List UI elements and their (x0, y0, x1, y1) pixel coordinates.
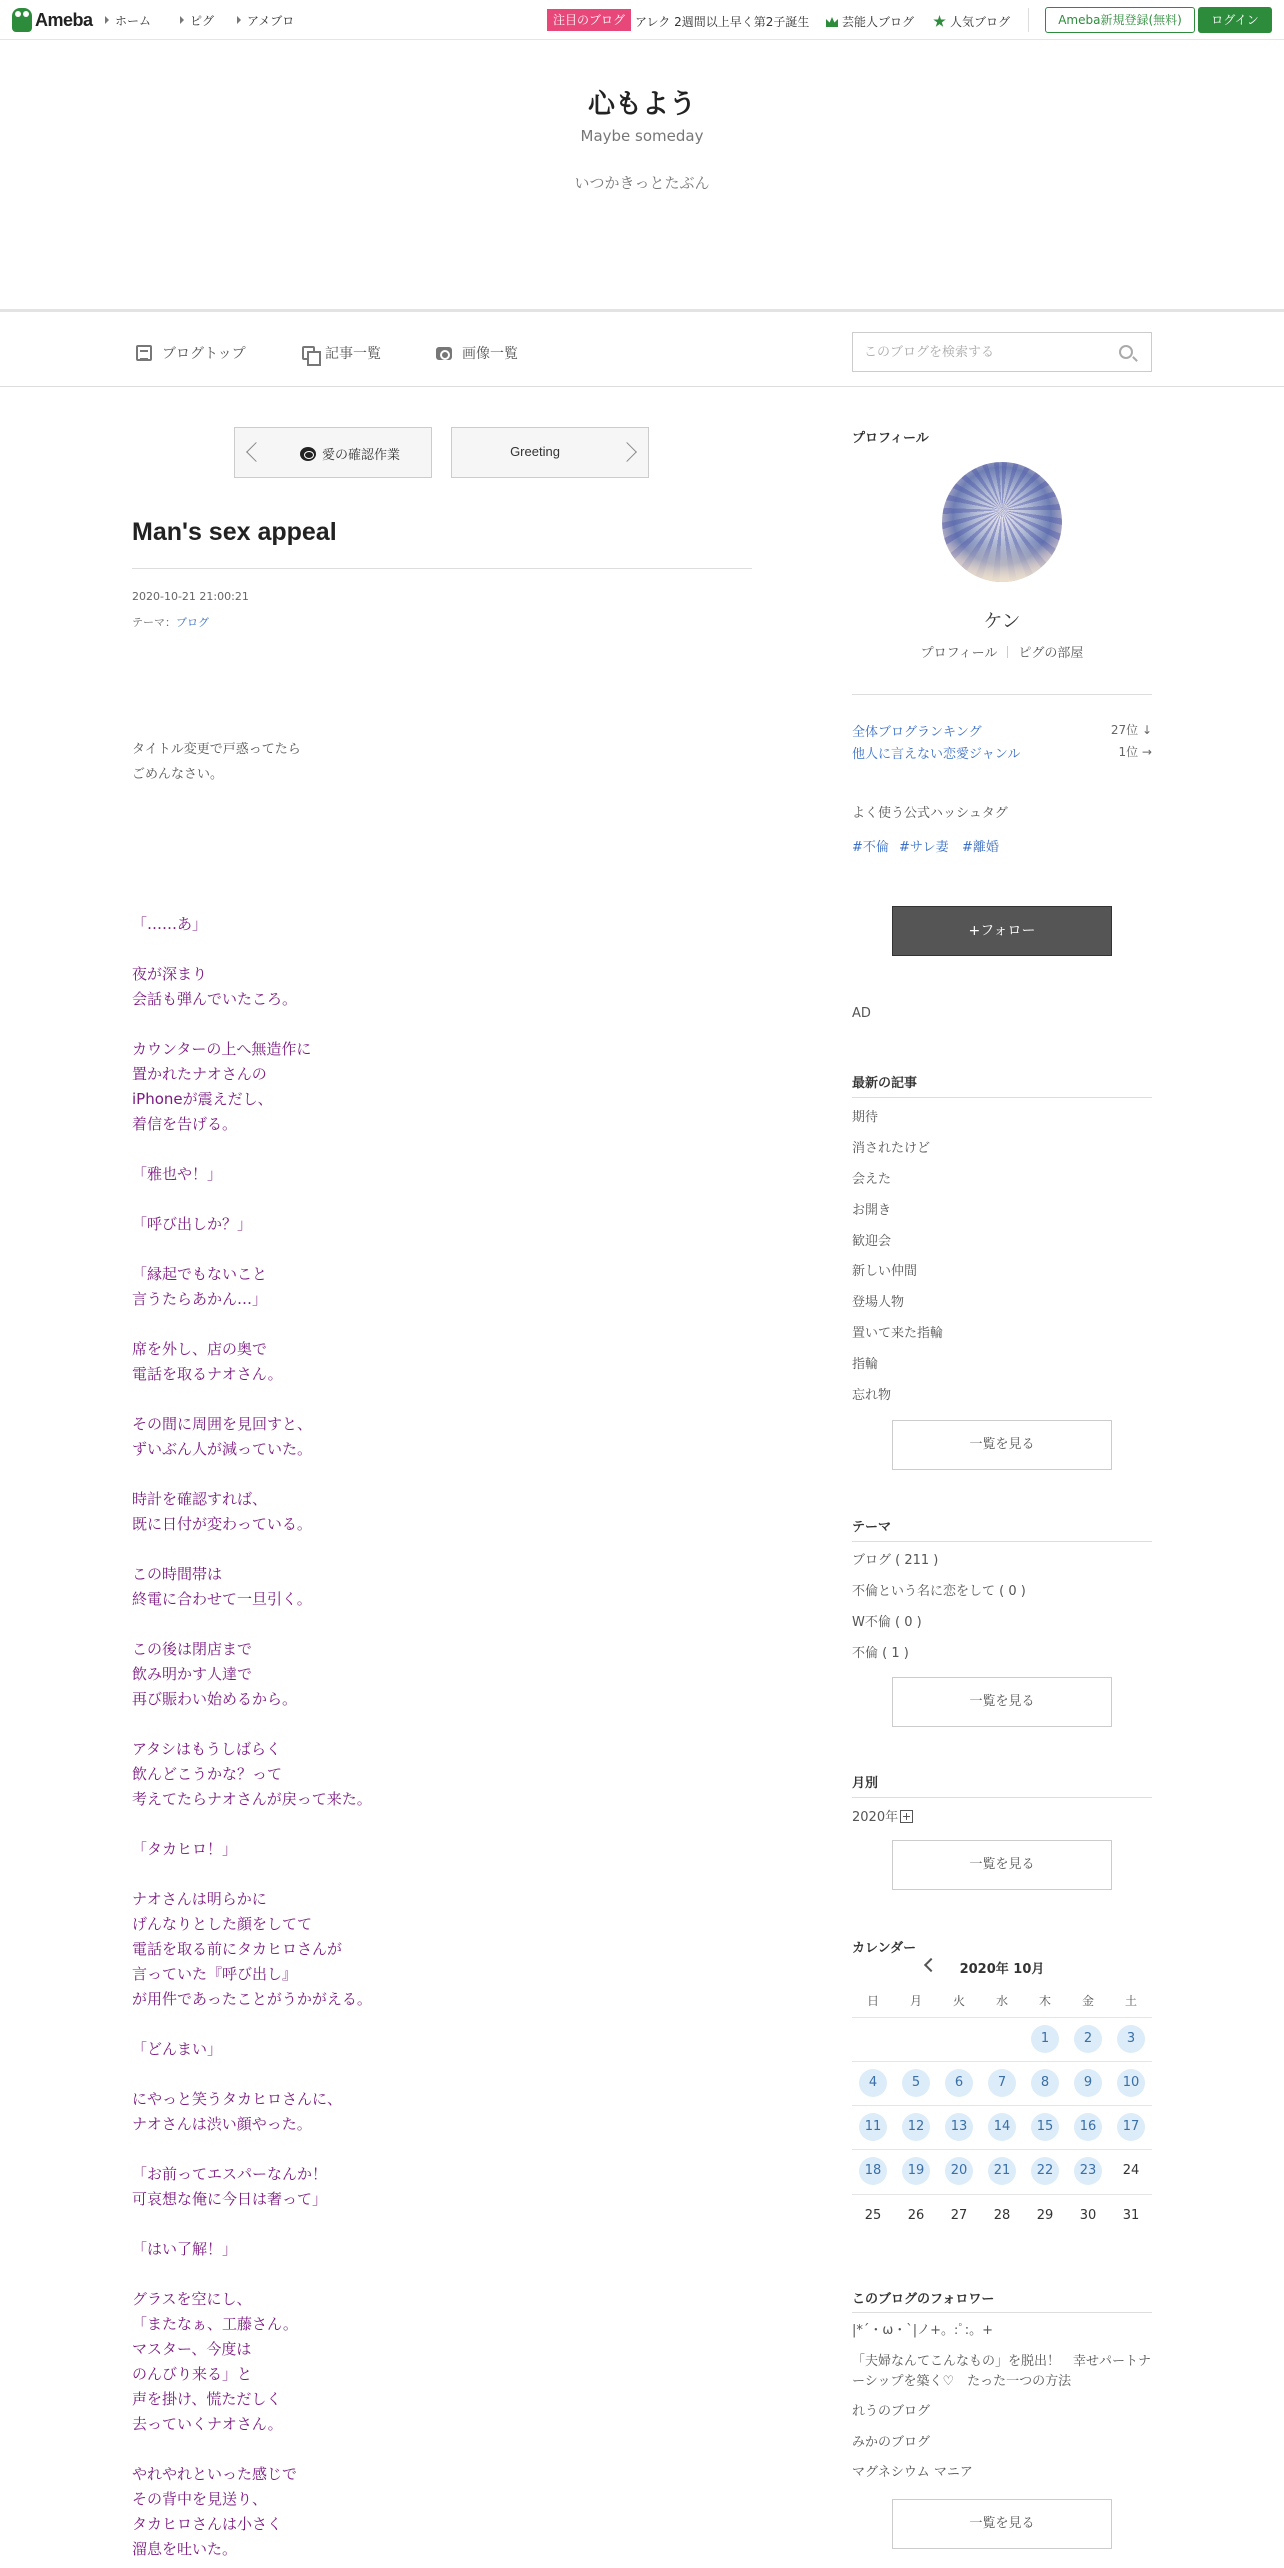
follower-link[interactable]: マグネシウム マニア (852, 2465, 973, 2480)
see-all-months-button[interactable]: 一覧を見る (892, 1840, 1112, 1890)
latest-article-link[interactable]: 歓迎会 (852, 1234, 892, 1249)
calendar-weekday: 水 (995, 1994, 1008, 2008)
divider (852, 1541, 1152, 1542)
latest-article-link[interactable]: 会えた (852, 1172, 892, 1187)
calendar-day[interactable]: 4 (859, 2069, 887, 2097)
calendar-day: 26 (907, 2208, 925, 2223)
entry-theme (132, 614, 209, 630)
calendar-day[interactable]: 2 (1074, 2025, 1102, 2053)
divider (852, 2017, 1152, 2018)
ranking-row (852, 721, 1152, 740)
hashtag-link[interactable]: #不倫 (852, 840, 889, 855)
calendar-weekday: 木 (1038, 1994, 1051, 2008)
nav-home[interactable] (105, 12, 151, 29)
calendar-day: 24 (1122, 2163, 1140, 2178)
entry-paragraph: 「お前ってエスパーなんか！ 可哀想な俺に今日は奢って」 (132, 2165, 328, 2208)
nav-pigg[interactable] (180, 12, 214, 29)
divider (852, 2149, 1152, 2150)
nav-home-label: ホーム (115, 14, 152, 28)
profile-name[interactable]: ケン (983, 610, 1021, 632)
ameba-logo[interactable] (12, 8, 93, 32)
latest-article-link[interactable]: 登場人物 (852, 1295, 905, 1310)
ad-label: AD (852, 1006, 871, 1021)
nav-pigg-label: ピグ (190, 14, 215, 28)
profile-heading: プロフィール (852, 431, 929, 446)
copy-icon (302, 346, 315, 360)
hashtag-heading: よく使う公式ハッシュタグ (852, 806, 1008, 821)
popular-blog-link[interactable] (933, 13, 1010, 30)
next-article-button[interactable] (451, 427, 649, 478)
crown-icon (826, 17, 838, 27)
hashtag-link[interactable]: #離婚 (962, 840, 999, 855)
calendar-day[interactable]: 10 (1117, 2069, 1145, 2097)
see-all-latest-button[interactable]: 一覧を見る (892, 1420, 1112, 1470)
calendar-weekday: 火 (952, 1994, 965, 2008)
logo-text: Ameba (35, 9, 93, 30)
calendar-day[interactable]: 1 (1031, 2025, 1059, 2053)
divider (852, 1797, 1152, 1798)
celebrity-blog-link[interactable] (826, 13, 914, 30)
see-all-followers-button[interactable]: 一覧を見る (892, 2499, 1112, 2549)
calendar-day[interactable]: 7 (988, 2069, 1016, 2097)
entry-paragraph: 「はい了解！」 (132, 2240, 238, 2258)
blog-title[interactable]: 心もよう (588, 89, 696, 120)
entry-paragraph: アタシはもうしばらく 飲んどこうかな？って 考えてたらナオさんが戻って来た。 (132, 1740, 372, 1808)
entry-paragraph: グラスを空にし、 「またなぁ、工藤さん。 マスター、今度は のんびり来る」と 声を掛け、慌ただしく 去っていくナオさん。 (132, 2290, 298, 2433)
calendar-day[interactable]: 16 (1074, 2113, 1102, 2141)
entry-paragraph: 「縁起でもないこと 言うたらあかん…」 (132, 1265, 268, 1308)
divider (852, 2194, 1152, 2195)
entry-paragraph: この後は閉店まで 飲み明かす人達で 再び賑わい始めるから。 (132, 1640, 298, 1708)
month-toggle[interactable] (852, 1806, 913, 1825)
pig-room-link[interactable]: ピグの部屋 (1018, 646, 1084, 661)
divider (852, 694, 1152, 695)
entry-paragraph: この時間帯は 終電に合わせて一旦引く。 (132, 1565, 312, 1608)
search-icon[interactable] (1119, 345, 1133, 359)
latest-heading: 最新の記事 (852, 1076, 918, 1091)
calendar-day[interactable]: 14 (988, 2113, 1016, 2141)
popular-blog-label: 人気ブログ (950, 15, 1011, 29)
entry-paragraph: 「タカヒロ！」 (132, 1840, 238, 1858)
calendar-day[interactable]: 20 (945, 2157, 973, 2185)
latest-article-link[interactable]: 期待 (852, 1110, 879, 1125)
divider (132, 568, 752, 569)
prev-article-button[interactable] (234, 427, 432, 478)
calendar-day: 30 (1079, 2208, 1097, 2223)
notice-link[interactable]: アレク 2週間以上早く第2子誕生 (635, 15, 810, 29)
calendar-weekday: 月 (909, 1994, 922, 2008)
latest-article-link[interactable]: お開き (852, 1203, 892, 1218)
theme-link[interactable]: 不倫という名に恋をして ( 0 ) (852, 1584, 1026, 1599)
register-button[interactable]: Ameba新規登録(無料) (1045, 7, 1195, 33)
calendar-day[interactable]: 3 (1117, 2025, 1145, 2053)
chevron-left-icon (246, 442, 266, 462)
login-button[interactable]: ログイン (1198, 7, 1272, 33)
monthly-heading: 月別 (852, 1776, 879, 1791)
calendar-day[interactable]: 12 (902, 2113, 930, 2141)
nav-article-list[interactable] (302, 343, 381, 363)
entry-theme-label: テーマ： (132, 616, 176, 629)
entry-paragraph: カウンターの上へ無造作に 置かれたナオさんの iPhoneが震えだし、 着信を告げる。 (132, 1040, 312, 1133)
calendar-title: 2020年 10月 (959, 1962, 1045, 1977)
calendar-day[interactable]: 23 (1074, 2157, 1102, 2185)
camera-icon (436, 347, 452, 360)
blog-search (852, 332, 1152, 372)
latest-article-link[interactable]: 忘れ物 (852, 1388, 892, 1403)
notice-badge: 注目のブログ (547, 9, 631, 31)
ranking-rank: 27位 ↓ (1110, 723, 1152, 737)
month-label: 2020年 (852, 1810, 899, 1825)
profile-links (852, 642, 1152, 661)
document-icon (136, 345, 152, 361)
triangle-right-icon (180, 16, 184, 24)
ranking-name[interactable]: 全体ブログランキング (852, 725, 982, 740)
expand-plus-icon (900, 1810, 913, 1823)
blog-nav (0, 315, 1284, 387)
blog-description-2: いつかきっとたぶん (574, 174, 710, 192)
calendar-day[interactable]: 8 (1031, 2069, 1059, 2097)
entry-paragraph: 「雅也や！」 (132, 1165, 223, 1183)
ranking-row (852, 743, 1152, 762)
ranking-rank: 1位 → (1118, 745, 1152, 759)
prev-article-title: 愛の確認作業 (321, 448, 400, 463)
calendar-day[interactable]: 19 (902, 2157, 930, 2185)
entry-paragraph: ナオさんは明らかに げんなりとした顔をしてて 電話を取る前にタカヒロさんが 言っていた『呼び出し』 が用件であったことがうかがえる。 (132, 1890, 372, 2008)
calendar-day[interactable]: 18 (859, 2157, 887, 2185)
nav-image-list-label: 画像一覧 (462, 346, 518, 362)
calendar-day[interactable]: 9 (1074, 2069, 1102, 2097)
entry-paragraph: やれやれといった感じで その背中を見送り、 タカヒロさんは小さく 溜息を吐いた。 (132, 2465, 298, 2558)
entry-date: 2020-10-21 21:00:21 (132, 590, 249, 603)
next-article-title: Greeting (510, 444, 560, 459)
calendar-day[interactable]: 15 (1031, 2113, 1059, 2141)
calendar-weekday: 土 (1124, 1994, 1137, 2008)
calendar-day[interactable]: 5 (902, 2069, 930, 2097)
calendar-weekday: 金 (1081, 1994, 1094, 2008)
chevron-right-icon (617, 442, 637, 462)
divider (852, 1097, 1152, 1098)
latest-article-link[interactable]: 置いて来た指輪 (852, 1326, 944, 1341)
calendar-day: 25 (864, 2208, 882, 2223)
entry-note: タイトル変更で戸惑ってたら (132, 742, 301, 757)
theme-link[interactable]: 不倫 ( 1 ) (852, 1646, 909, 1661)
follower-link[interactable]: みかのブログ (852, 2435, 931, 2450)
see-all-themes-button[interactable]: 一覧を見る (892, 1677, 1112, 1727)
theme-heading: テーマ (852, 1520, 892, 1535)
entry-note: ごめんなさい。 (132, 767, 224, 782)
entry-paragraph: その間に周囲を見回すと、 ずいぶん人が減っていた。 (132, 1415, 313, 1458)
blog-description: Maybe someday (580, 127, 704, 145)
follower-link[interactable]: |*´・ω・`|ノ+。:ﾟ:。+ (852, 2323, 994, 2338)
calendar-day: 27 (950, 2208, 968, 2223)
theme-link[interactable]: ブログ ( 211 ) (852, 1553, 939, 1568)
calendar-day[interactable]: 6 (945, 2069, 973, 2097)
nav-image-list[interactable] (436, 343, 518, 363)
profile-link[interactable]: プロフィール (920, 646, 998, 661)
divider (1028, 8, 1029, 32)
latest-article-link[interactable]: 消されたけど (852, 1141, 931, 1156)
entry-paragraph: 「呼び出しか？」 (132, 1215, 253, 1233)
entry-title[interactable]: Man's sex appeal (132, 518, 337, 546)
calendar-day[interactable]: 13 (945, 2113, 973, 2141)
triangle-right-icon (105, 16, 109, 24)
hashtag-link[interactable]: #サレ妻 (899, 840, 949, 855)
follower-link[interactable]: 「夫婦なんてこんなもの」を脱出！ 幸せパートナーシップを築く♡ たった一つの方法 (852, 2354, 1152, 2389)
ranking-name[interactable]: 他人に言えない恋愛ジャンル (852, 747, 1021, 762)
calendar-day[interactable]: 21 (988, 2157, 1016, 2185)
nav-ameblo[interactable] (237, 12, 294, 29)
calendar-heading: カレンダー (852, 1941, 917, 1956)
search-input[interactable] (854, 334, 1104, 370)
nav-blog-top-label: ブログトップ (162, 346, 246, 362)
entry-paragraph: 「どんまい」 (132, 2040, 223, 2058)
divider (852, 2061, 1152, 2062)
divider (852, 2105, 1152, 2106)
speech-bubble-icon (300, 447, 316, 461)
divider (852, 2312, 1152, 2313)
latest-article-link[interactable]: 新しい仲間 (852, 1264, 918, 1279)
theme-link[interactable]: W不倫 ( 0 ) (852, 1615, 922, 1630)
nav-ameblo-label: アメブロ (247, 14, 295, 28)
avatar[interactable] (942, 462, 1062, 582)
entry-theme-link[interactable]: ブログ (176, 616, 209, 629)
calendar-day[interactable]: 11 (859, 2113, 887, 2141)
entry-paragraph: にやっと笑うタカヒロさんに、 ナオさんは渋い顔やった。 (132, 2090, 343, 2133)
celebrity-blog-label: 芸能人ブログ (842, 15, 915, 29)
entry-paragraph: 「……あ」 (132, 915, 208, 933)
latest-article-link[interactable]: 指輪 (852, 1357, 879, 1372)
entry-paragraph: 夜が深まり 会話も弾んでいたころ。 (132, 965, 298, 1008)
nav-blog-top[interactable] (136, 343, 246, 363)
calendar-day: 28 (993, 2208, 1011, 2223)
divider (1007, 646, 1008, 658)
ameba-frog-icon (12, 8, 32, 32)
calendar-weekday: 日 (866, 1994, 879, 2008)
global-header (0, 0, 1284, 40)
follower-link[interactable]: れうのブログ (852, 2404, 931, 2419)
triangle-right-icon (237, 16, 241, 24)
followers-heading: このブログのフォロワー (852, 2292, 995, 2307)
entry-paragraph: 席を外し、店の奥で 電話を取るナオさん。 (132, 1340, 283, 1383)
nav-article-list-label: 記事一覧 (325, 346, 381, 362)
follow-button[interactable]: +フォロー (892, 906, 1112, 956)
calendar-day[interactable]: 17 (1117, 2113, 1145, 2141)
star-icon (933, 15, 946, 28)
entry-paragraph: 時計を確認すれば、 既に日付が変わっている。 (132, 1490, 312, 1533)
calendar-day: 31 (1122, 2208, 1140, 2223)
calendar-day[interactable]: 22 (1031, 2157, 1059, 2185)
calendar-day: 29 (1036, 2208, 1054, 2223)
